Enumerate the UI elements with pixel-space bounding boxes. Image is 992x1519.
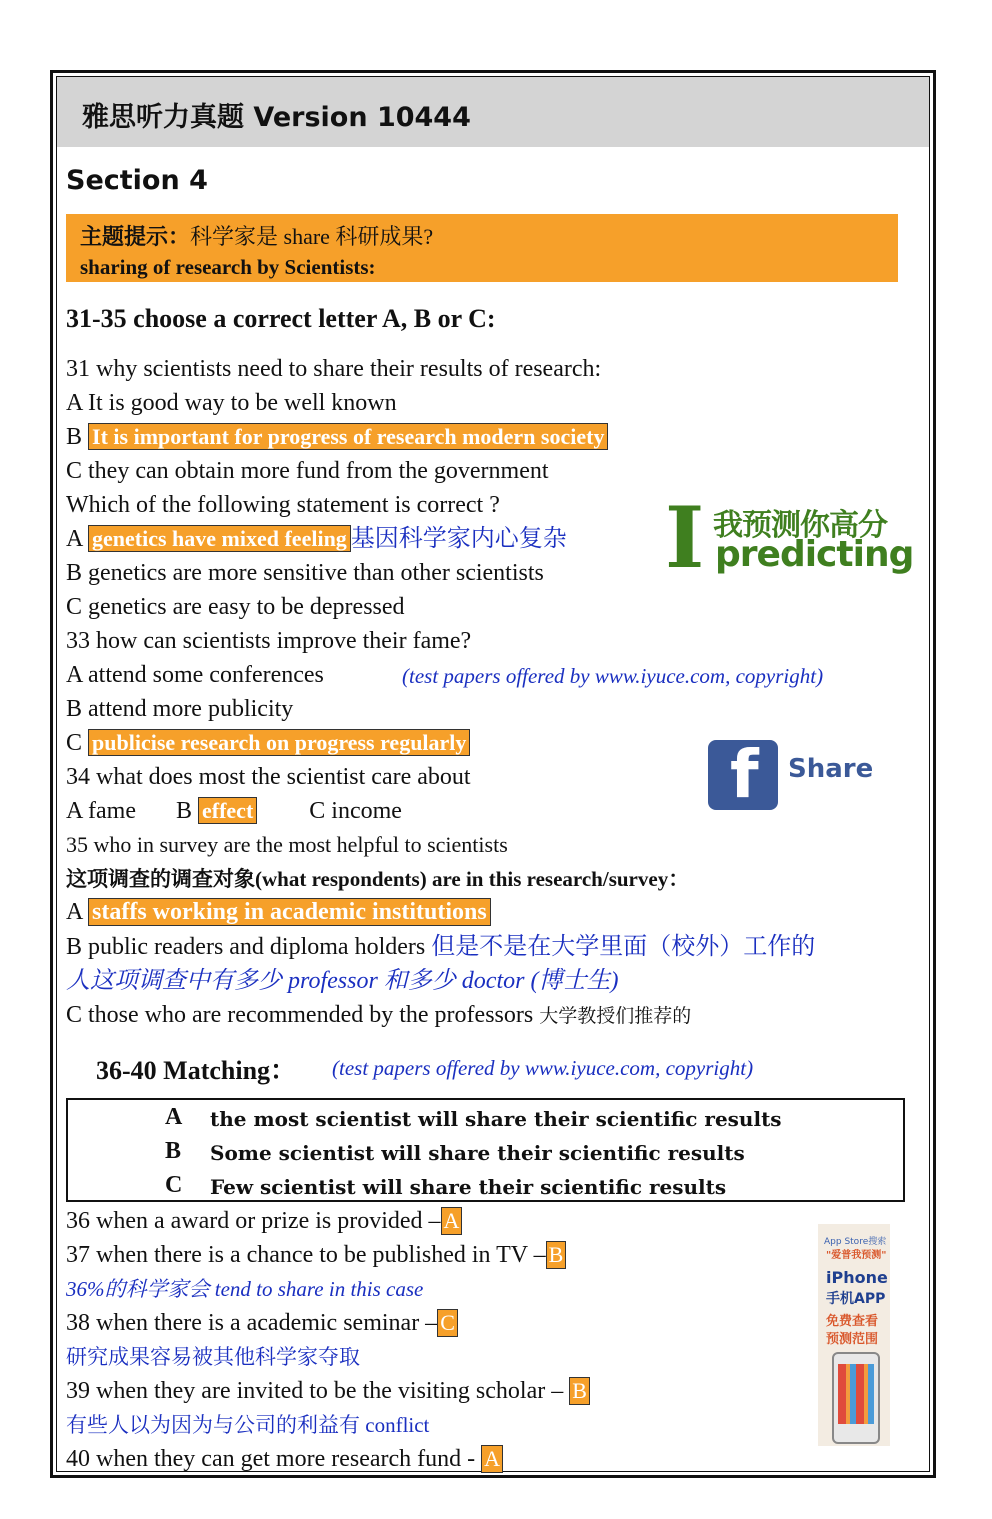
option-prefix: A (66, 899, 83, 925)
option-35b-text: B public readers and diploma holders (66, 934, 426, 960)
note-32: 基因科学家内心复杂 (350, 526, 567, 552)
answer-39: B (569, 1377, 590, 1405)
note-35b-1: 但是不是在大学里面（校外）工作的 (431, 934, 816, 960)
copyright-note-2: (test papers offered by www.iyuce.com, copyright) (332, 1056, 754, 1080)
item-36 (66, 1206, 462, 1236)
option-32c: C genetics are easy to be depressed (66, 594, 405, 620)
app-line-4: 手机APP (826, 1291, 886, 1307)
app-line-2: "爱普我预测" (826, 1250, 887, 1261)
topic-english: sharing of research by Scientists: (80, 255, 376, 279)
item-36-text: 36 when a award or prize is provided – (66, 1208, 441, 1234)
option-35b (66, 932, 815, 962)
logo-cn: 我预测你高分 (713, 508, 887, 543)
answer-35: staffs working in academic institutions (88, 898, 491, 926)
item-37 (66, 1240, 566, 1270)
app-line-6: 预测范围 (826, 1332, 879, 1347)
item-40 (66, 1444, 503, 1474)
facebook-f: f (730, 736, 759, 813)
item-38 (66, 1308, 458, 1338)
item-39-text: 39 when they are invited to be the visiting scholar – (66, 1378, 564, 1404)
option-35a (66, 897, 491, 927)
part1-heading: 31-35 choose a correct letter A, B or C: (66, 304, 496, 333)
option-35c (66, 1000, 691, 1032)
app-ad[interactable] (818, 1224, 890, 1446)
option-32b: B genetics are more sensitive than other scientists (66, 560, 544, 586)
option-33a: A attend some conferences (66, 662, 324, 688)
note-35: 这项调查的调查对象(what respondents) are in this research/survey： (66, 867, 690, 891)
section-heading: Section 4 (66, 165, 208, 196)
answer-31: It is important for progress of research modern society (88, 423, 608, 450)
topic-label: 主题提示： (80, 224, 191, 249)
option-32a (66, 524, 567, 554)
question-34: 34 what does most the scientist care about (66, 764, 471, 790)
note-35c: 大学教授们推荐的 (539, 1006, 692, 1027)
answer-38: C (437, 1309, 458, 1337)
item-37-text: 37 when there is a chance to be published in TV – (66, 1242, 546, 1268)
answer-33: publicise research on progress regularly (88, 729, 470, 756)
logo-letter: I (665, 488, 705, 587)
answer-40: A (481, 1445, 503, 1473)
matching-option: Some scientist will share their scientific results (210, 1141, 745, 1165)
item-38-text: 38 when there is a academic seminar – (66, 1310, 438, 1336)
option-31a: A It is good way to be well known (66, 390, 397, 416)
option-31c: C they can obtain more fund from the government (66, 458, 549, 484)
note-39: 有些人以为因为与公司的利益有 conflict (66, 1413, 430, 1437)
option-prefix: C (66, 730, 83, 756)
option-prefix: A (66, 526, 83, 552)
facebook-share[interactable] (708, 736, 874, 813)
question-31: 31 why scientists need to share their results of research: (66, 356, 602, 382)
note-35b-2: 人这项调查中有多少 professor 和多少 doctor (博士生) (66, 968, 619, 994)
topic-text: 科学家是 share 科研成果? (190, 224, 434, 249)
option-34c: C income (309, 798, 402, 824)
options-34 (66, 796, 402, 826)
option-34a: A fame (66, 798, 136, 824)
share-label: Share (788, 754, 874, 784)
part2-heading: 36-40 Matching： (96, 1056, 297, 1085)
item-39 (66, 1376, 590, 1406)
app-line-3: iPhone (826, 1268, 888, 1287)
answer-36: A (441, 1207, 463, 1235)
app-line-1: App Store搜索 (824, 1237, 887, 1247)
option-35c-text: C those who are recommended by the professors (66, 1002, 534, 1028)
answer-37: B (546, 1241, 567, 1269)
note-37: 36%的科学家会 tend to share in this case (66, 1277, 424, 1301)
phone-icon (832, 1352, 880, 1444)
topic-line (80, 220, 433, 251)
option-31b (66, 422, 608, 452)
app-line-5: 免费查看 (826, 1314, 879, 1329)
question-32: Which of the following statement is correct ? (66, 492, 500, 518)
option-prefix: B (175, 798, 192, 824)
option-letter: A (165, 1104, 183, 1130)
copyright-note-1: (test papers offered by www.iyuce.com, copyright) (402, 664, 824, 688)
predicting-logo (665, 488, 915, 587)
option-letter: B (165, 1138, 182, 1164)
option-33b: B attend more publicity (66, 696, 294, 722)
option-33c (66, 728, 470, 758)
option-letter: C (165, 1172, 183, 1198)
question-33: 33 how can scientists improve their fame? (66, 628, 472, 654)
matching-option: the most scientist will share their scientific results (210, 1107, 782, 1131)
option-prefix: B (66, 424, 83, 450)
note-38: 研究成果容易被其他科学家夺取 (66, 1345, 360, 1369)
answer-32: genetics have mixed feeling (88, 525, 351, 552)
question-35: 35 who in survey are the most helpful to scientists (66, 832, 508, 857)
logo-en: predicting (715, 534, 914, 575)
page-title: 雅思听力真题 Version 10444 (82, 102, 471, 133)
item-40-text: 40 when they can get more research fund - (66, 1446, 476, 1472)
matching-option: Few scientist will share their scientific results (210, 1175, 727, 1199)
answer-34: effect (198, 797, 257, 824)
